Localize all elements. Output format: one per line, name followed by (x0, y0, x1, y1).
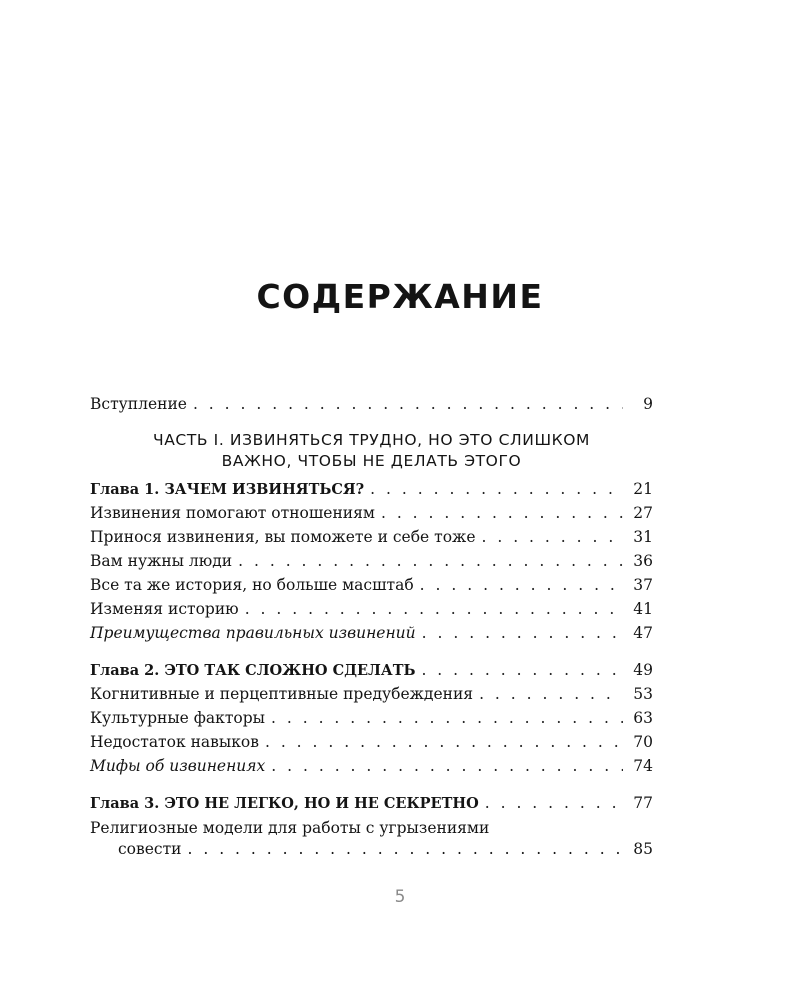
toc-entry-page: 27 (633, 504, 653, 522)
toc-entry-intro[interactable] (90, 392, 653, 416)
dot-leader (479, 682, 623, 706)
toc-entry-title: Когнитивные и перцептивные предубеждения (90, 685, 474, 703)
toc-entry-page: 74 (633, 757, 653, 775)
toc-entry-chapter-2[interactable] (90, 658, 653, 682)
toc-entry-page: 53 (633, 685, 653, 703)
toc-entry-section[interactable] (90, 621, 653, 645)
toc-entry-section[interactable] (90, 501, 653, 525)
page-number: 5 (394, 887, 406, 907)
toc-entry-section[interactable] (90, 573, 653, 597)
dot-leader (193, 392, 623, 416)
page-title: СОДЕРЖАНИЕ (256, 277, 544, 316)
toc-entry-page: 21 (633, 480, 653, 498)
toc-entry-page: 47 (633, 624, 653, 642)
toc-entry-page: 31 (633, 528, 653, 546)
toc-entry-section[interactable] (90, 818, 653, 860)
part-heading-line-2: ВАЖНО, ЧТОБЫ НЕ ДЕЛАТЬ ЭТОГО (221, 452, 522, 470)
toc-entry-title: Вступление (90, 395, 187, 413)
toc-entry-title: Извинения помогают отношениям (90, 504, 375, 522)
dot-leader (370, 477, 623, 501)
toc-entry-page: 49 (633, 661, 653, 679)
toc-entry-section[interactable] (90, 597, 653, 621)
toc-entry-chapter-3[interactable] (90, 791, 653, 815)
toc-entry-page: 85 (633, 840, 653, 858)
toc-entry-title-line-1: Религиозные модели для работы с угрызениями (90, 819, 490, 837)
toc-entry-title: Культурные факторы (90, 709, 266, 727)
dot-leader (381, 501, 623, 525)
dot-leader (422, 621, 623, 645)
dot-leader (485, 791, 623, 815)
toc-entry-page: 70 (633, 733, 653, 751)
part-heading (90, 430, 653, 472)
dot-leader (265, 730, 623, 754)
toc-entry-title: Изменяя историю (90, 600, 239, 618)
table-of-contents (90, 390, 653, 860)
toc-entry-page: 77 (633, 794, 653, 812)
dot-leader (245, 597, 623, 621)
toc-entry-title: Мифы об извинениях (90, 757, 266, 775)
toc-entry-section[interactable] (90, 549, 653, 573)
toc-entry-title: Глава 1. ЗАЧЕМ ИЗВИНЯТЬСЯ? (90, 481, 365, 498)
toc-entry-section[interactable] (90, 754, 653, 778)
toc-entry-title: Принося извинения, вы поможете и себе тоже (90, 528, 476, 546)
toc-entry-section[interactable] (90, 682, 653, 706)
toc-entry-title: Все та же история, но больше масштаб (90, 576, 414, 594)
dot-leader (421, 658, 623, 682)
dot-leader (271, 706, 623, 730)
toc-entry-section[interactable] (90, 706, 653, 730)
toc-entry-title: Вам нужны люди (90, 552, 233, 570)
toc-entry-title: Глава 2. ЭТО ТАК СЛОЖНО СДЕЛАТЬ (90, 662, 416, 679)
dot-leader (238, 549, 623, 573)
toc-entry-page: 41 (633, 600, 653, 618)
toc-entry-section[interactable] (90, 730, 653, 754)
dot-leader (482, 525, 624, 549)
toc-entry-continuation (90, 839, 653, 860)
toc-entry-page: 63 (633, 709, 653, 727)
toc-entry-page: 36 (633, 552, 653, 570)
toc-entry-title-line-2: совести (118, 840, 182, 858)
toc-entry-title: Преимущества правильных извинений (90, 624, 416, 642)
part-heading-line-1: ЧАСТЬ I. ИЗВИНЯТЬСЯ ТРУДНО, НО ЭТО СЛИШКОМ (152, 431, 591, 449)
toc-entry-title: Глава 3. ЭТО НЕ ЛЕГКО, НО И НЕ СЕКРЕТНО (90, 795, 479, 812)
toc-entry-page: 37 (633, 576, 653, 594)
dot-leader (188, 839, 624, 860)
dot-leader (271, 754, 623, 778)
toc-entry-title: Недостаток навыков (90, 733, 259, 751)
dot-leader (420, 573, 623, 597)
toc-entry-chapter-1[interactable] (90, 477, 653, 501)
toc-entry-section[interactable] (90, 525, 653, 549)
toc-entry-page: 9 (643, 395, 653, 413)
